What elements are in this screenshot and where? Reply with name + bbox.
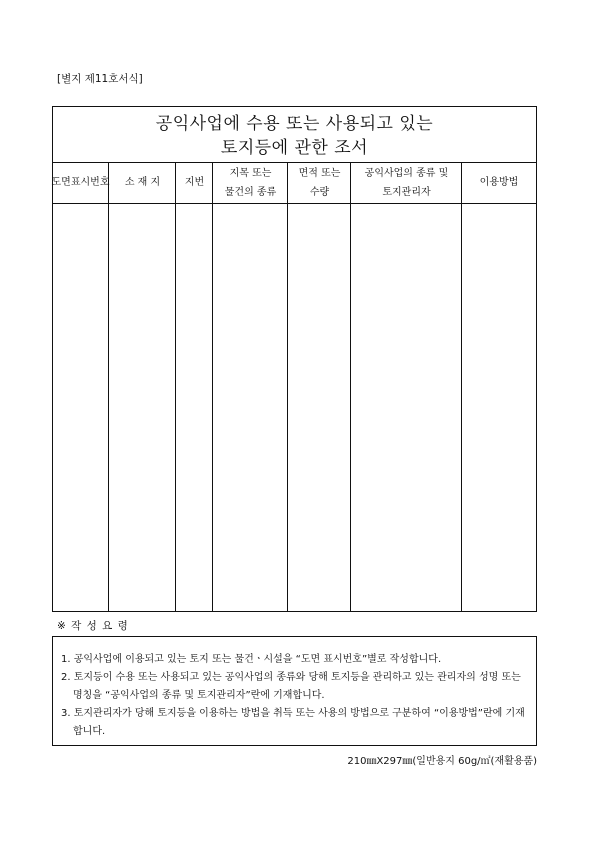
- column-header: [351, 162, 462, 204]
- column-header-location: 소 재 지: [124, 177, 161, 188]
- column-header-land-type: 지목 또는 물건의 종류: [224, 167, 277, 198]
- guide-title: ※ 작 성 요 령: [57, 620, 129, 632]
- survey-table: [52, 106, 537, 612]
- column-header-lot-number: 지번: [184, 177, 205, 188]
- column-land-type: [212, 162, 288, 611]
- form-number-label: [별지 제11호서식]: [57, 73, 143, 85]
- guide-item-3: 3. 토지관리자가 당해 토지등을 이용하는 방법을 취득 또는 사용의 방법으로 구분하여 “이용방법”란에 기재합니다.: [61, 708, 525, 737]
- document-title: [53, 107, 536, 163]
- guide-box: [52, 636, 537, 746]
- column-header-project-manager: 공익사업의 종류 및 토지관리자: [364, 167, 449, 198]
- column-header-usage: 이용방법: [479, 177, 519, 188]
- column-area: [287, 162, 351, 611]
- guide-item-2: 2. 토지등이 수용 또는 사용되고 있는 공익사업의 종류와 당해 토지등을 관리하고 있는 관리자의 성명 또는 명칭을 “공익사업의 종류 및 토지관리자”란에 기재합니다.: [61, 672, 521, 701]
- table-columns: [53, 162, 536, 611]
- column-header: [109, 162, 176, 204]
- guide-item-1: 1. 공익사업에 이용되고 있는 토지 또는 물건ㆍ시설을 “도면 표시번호”별로 작성합니다.: [61, 654, 442, 665]
- column-usage: [461, 162, 536, 611]
- column-map-number: [53, 162, 108, 611]
- column-header-map-number: 도면표시번호: [51, 177, 110, 188]
- column-project-manager: [350, 162, 462, 611]
- column-header: [288, 162, 351, 204]
- paper-spec-footer: 210㎜X297㎜(일반용지 60g/㎡(재활용품): [347, 756, 537, 767]
- column-location: [108, 162, 176, 611]
- title-line-2: 토지등에 관한 조서: [220, 138, 369, 158]
- column-header: [53, 162, 108, 204]
- column-header-area: 면적 또는 수량: [298, 167, 341, 198]
- column-lot-number: [175, 162, 213, 611]
- column-header: [213, 162, 288, 204]
- title-line-1: 공익사업에 수용 또는 사용되고 있는: [155, 114, 434, 134]
- column-header: [462, 162, 536, 204]
- column-header: [176, 162, 213, 204]
